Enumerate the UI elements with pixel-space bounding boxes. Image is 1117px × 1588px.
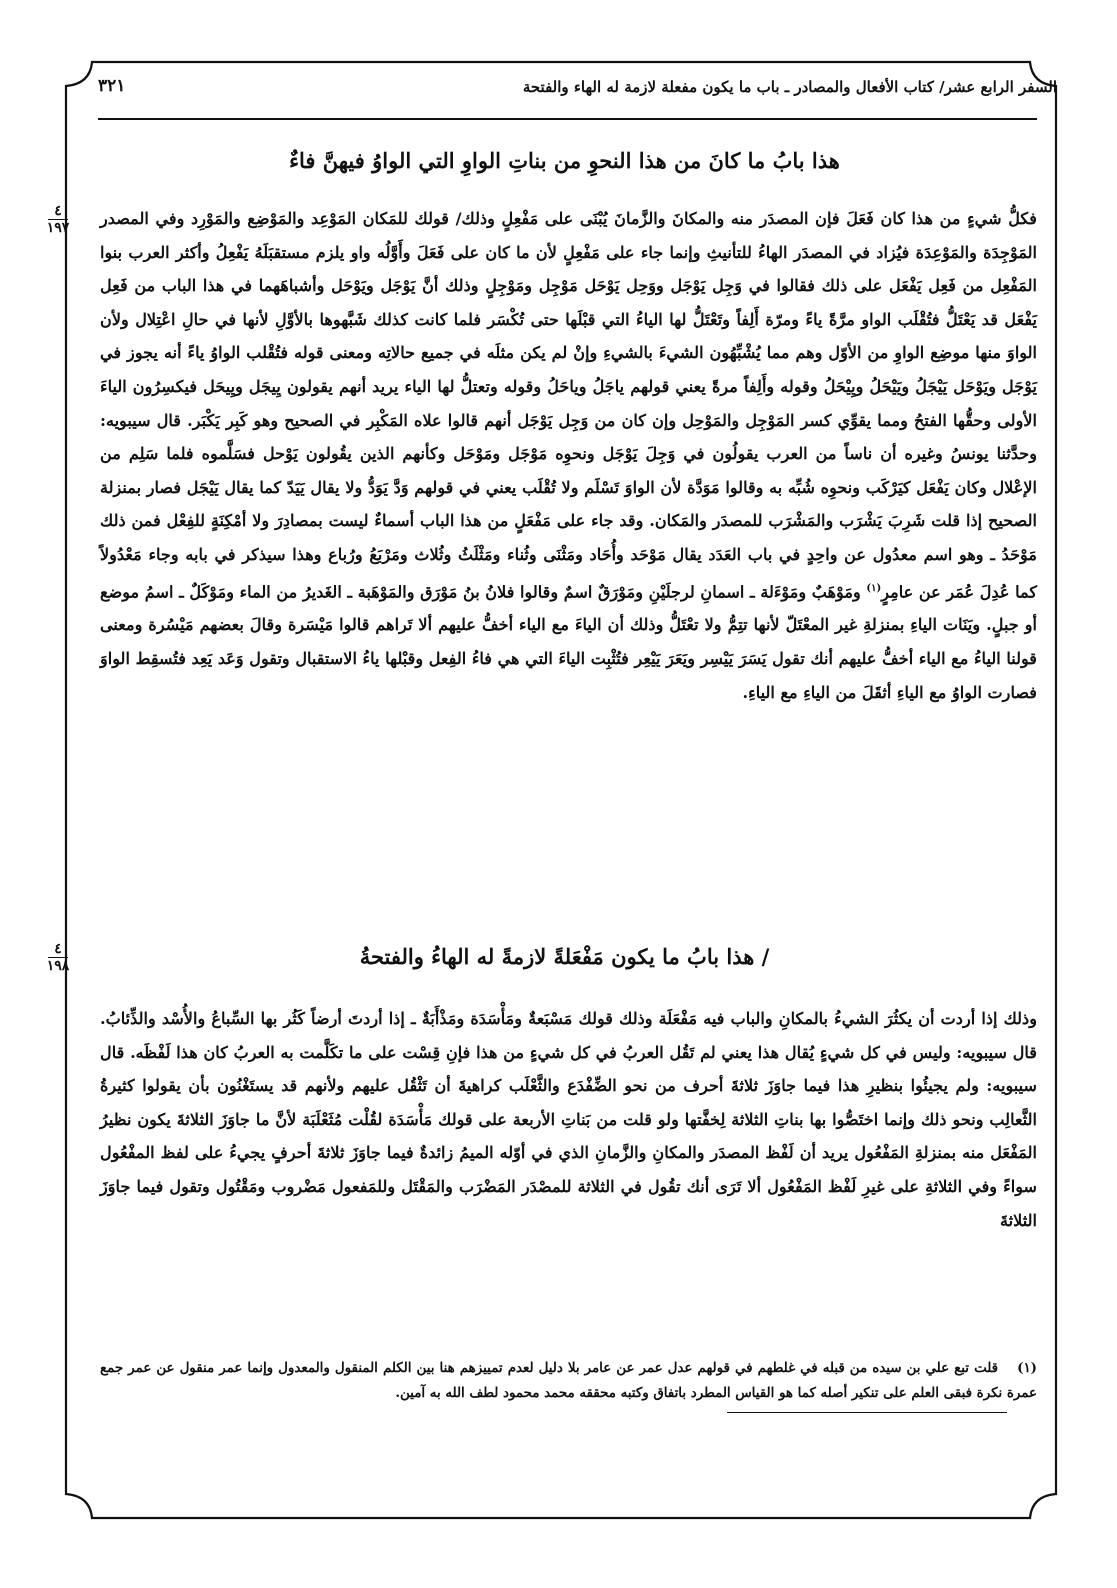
- page: [46, 74, 1057, 1524]
- section-1-body: [100, 202, 1037, 709]
- paragraph-text: ومَوْهَبٌ ومَوْءَلة ـ اسمانِ لرجلَيْنِ ومَوْرَقٌ اسمٌ وقالوا فلانُ بنُ مَوْرَق والمَوْهَبة ـ الغَديرُ من الماء ومَوْكَلٌ ـ اسمُ موضع أو جبلٍ. ويَنَات الياءِ بمنزلةِ غير المعْتَلّ لأنها تتِمُّ ولا تعْتَلُّ وذلك أن الياءَ مع الياء أخفُّ عليهم ألا تَراهم قالوا مَيْسَرة وقالَ بعضهم مَيْسُرة ومعنى قولنا الياءُ مع الياء أخفُّ عليهم أنك تقول يَسَرَ يَيْسِر ويَعَرَ يَيْعِر فتُثْبِت الياءَ التي هي فاءُ الفِعل وقبْلها ياءُ الاستقبال وتقول وَعَد يَعِد فتُسقِط الواوَ فصارت الواوُ مع الياءِ أثقَلَ من الياءِ مع الياءِ.: [100, 581, 1037, 702]
- margin-ref-volume: ٤: [54, 203, 62, 219]
- margin-ref-volume: ٤: [54, 941, 62, 957]
- footnote-number: (١): [1017, 1360, 1037, 1376]
- footnote: [100, 1356, 1037, 1406]
- running-header: [98, 78, 1057, 108]
- section-heading-1: هذا بابُ ما كانَ من هذا النحوِ من بناتِ الواوِ التي الواوُ فيهنَّ فاءٌ: [289, 148, 840, 173]
- paragraph-text: وحدَّثنا يونسُ وغيره أن ناساً من العرب يقولُون في وَجِلَ يَوْجَل ونحوِه مَوْجَل ومَوْحَل وكأنهم الذين يقُولون يَوْحل فسَلَّموه فلما سَلِم من الإعْلال وكان يَفْعَل كيَرْكَب ونحوِه شُبِّه به وقالوا مَوَدَّة لأن الواوَ تَسْلَم ولا تُقْلَب يعني في قولهم وَدَّ يَوَدُّ ولا يقال يَيَدّ كما يقال يَيْجَل فصار بمنزلة الصحيح إذا قلت شَرِبَ يَشْرَب والمَشْرَب للمصدَر والمَكان. وقد جاء على مَفْعَلٍ من هذا الباب أسماءٌ ليست بمصادِرَ ولا أمْكِنَةٍ للفِعْل فمن ذلك مَوْحَدُ ـ وهو اسم معدُول عن واحِدٍ في باب العَدَد يقال مَوْحَد وأُحَاد ومَثْنَى وثُناء ومَثْلَثُ وثُلاث ومَرْبَعُ ورُباع وهذا سيذكر في بابه وجاء مَعْدُولاً كما عُدِلَ عُمَر عن عامِرٍ: [100, 444, 1037, 601]
- margin-ref-page: ١٩٧: [46, 220, 70, 236]
- header-rule: [98, 118, 1037, 120]
- paragraph-text: فكلُّ شيءٍ من هذا كان فَعَلَ فإن المصدَر منه والمكانَ والزَّمانَ يُبْنَى على مَفْعِلٍ وذلك/ قولك للمَكان المَوْعِد والمَوْضِع والمَوْرِد وفي المصدر المَوْجِدَة والمَوْعِدَة فيُزاد في المصدَر الهاءُ للتأنيثِ وإنما جاء على مَفْعِلٍ لأن ما كان على فَعَلَ وأَوَّلُه واو يلزم مستقبَلَهُ يَفْعِلُ وأكثر العرب بنوا المَفْعِل من فَعِل يَفْعَل على ذلك فقالوا في وَجِل يَوْجَل ووَحِل يَوْحَل مَوْجِل ومَوْجِلٍ وذلك أنَّ يَوْجَل ويَوْحَل وأشباهَهما في هذا الباب من فَعِل يَفْعَل قد يَعْتَلُّ فتُقْلَب الواو مرَّةً ياءً ومرّة أَلِفاً وتَعْتَلُّ لها الياءُ التي قبْلَها حتى تُكْسَر فلما كانت كذلك شَبَّهوها بالأوَّلِ لأنها في حالِ اعْتِلال ولأن الواوَ منها موضِع الواوِ من الأوّل وهم مما يُشْبِّهُون الشيءَ بالشيءِ وإنْ لم يكن مثلَه في جميع حالاتِه ومعنى قوله فتُقْلب الواوُ ياءً أنه يجوز في يَوْجَل ويَوْحَل يَيْجَلُ ويَيْحَلُ ويِيْحَلُ وقوله وأَلِفاً مرةً يعني قولهم ياجَلُ وياحَلُ وقوله وتعتلُّ لها الياء يريد أنهم يقولون يِيجَل ويِيحَل فيكسِرُون الياءَ الأولى وحقُّها الفتحُ ومما يقوِّي كسر المَوْجِل والمَوْحِل وإن كان من وَجِل يَوْجَل أنهم قالوا علاه المَكْبِر في الصحيح وهو كَبِر يَكْبَر.: [100, 209, 1038, 430]
- sibawayh-label: قال سيبويه:: [100, 410, 181, 430]
- margin-reference-2: [44, 942, 72, 973]
- margin-ref-page: ١٩٨: [46, 958, 70, 974]
- sibawayh-label: قال سيبويه:: [956, 1042, 1037, 1062]
- footnote-marker: (١): [866, 582, 882, 594]
- paragraph-text: وذلك إذا أردت أن يكثُرَ الشيءُ بالمكانِ والباب فيه مَفْعَلَة وذلك قولك مَسْبَعةٌ ومَأْسَدَة ومَذْأَبَةٌ ـ إذا أردتَ أرضاً كَثُر بها السِّباعُ والأُسْد والذِّئابُ.: [100, 1009, 1037, 1028]
- margin-reference-1: [44, 204, 72, 235]
- footnote-text: قلت تبع علي بن سيده من قبله في غلطهم في قولهم عدل عمر عن عامر بلا دليل لعدم تمييزهم هنا بين الكلم المنقول والمعدول وإنما عمر منقول عن عمر جمع عمرة نكرة فبقى العلم على تنكير أصله كما هو القياس المطرد باتفاق وكتبه محققه محمد محمود لطف الله به آمين.: [100, 1360, 1037, 1401]
- page-number: ٣٢١: [98, 76, 126, 96]
- section-heading-2: / هذا بابُ ما يكون مَفْعَلةً لازمةً له الهاءُ والفتحةُ: [359, 944, 770, 969]
- paragraph-text: ولم يجيئُوا بنظيرِ هذا فيما جاوَزَ ثلاثةَ أحرف من نحو الضِّفْدَع والثَّعْلَب كراهيةَ أن تَثْقُل عليهم ولأنهم قد يستَغْنُون بأن يقولوا كثيرةُ الثَّعالِب ونحو ذلك وإنما اختَصُّوا بها بناتِ الثلاثة لِخفَّتها ولو قلت من بَناتِ الأربعة على قولك مَأْسَدَة لقُلْت مُثَعْلَبَة لأنَّ ما جاوَزَ الثلاثةَ يكون نظيرُ المَفْعَل منه بمنزلةِ المَفْعُول يريد أن لَفْظ المصدَر والمكانِ والزَّمانِ الذي في أوّله الميمُ زائدةٌ فيما جاوَزَ ثلاثةَ أحرفٍ يجيءُ على لفظ المفْعُول سواءً وفي الثلاثةِ على غيرِ لَفْظ المَفْعُول ألا تَرَى أنك تقُول في الثلاثة للمصْدَر المَضْرَب والمَقْتَل وللمَفعول مَضْروب ومَقْتُول وتقول فيما جاوَزَ الثلاثةَ: [100, 1076, 1037, 1230]
- header-title: السفر الرابع عشر/ كتاب الأفعال والمصادر ـ باب ما يكون مفعلة لازمة له الهاء والفتحة: [522, 78, 1057, 96]
- footnote-rule: [727, 1412, 1007, 1413]
- section-2-body: [100, 1002, 1037, 1237]
- sibawayh-label: قال سيبويه:: [100, 1042, 1037, 1096]
- paragraph-text: وليس في كل شيءٍ يُقال هذا يعني لم تَقُل العربُ في كل شيءٍ من هذا فإنِ قِسْت على ما تكَلَّمت به العربُ كان هذا لَفْظَه.: [130, 1042, 951, 1062]
